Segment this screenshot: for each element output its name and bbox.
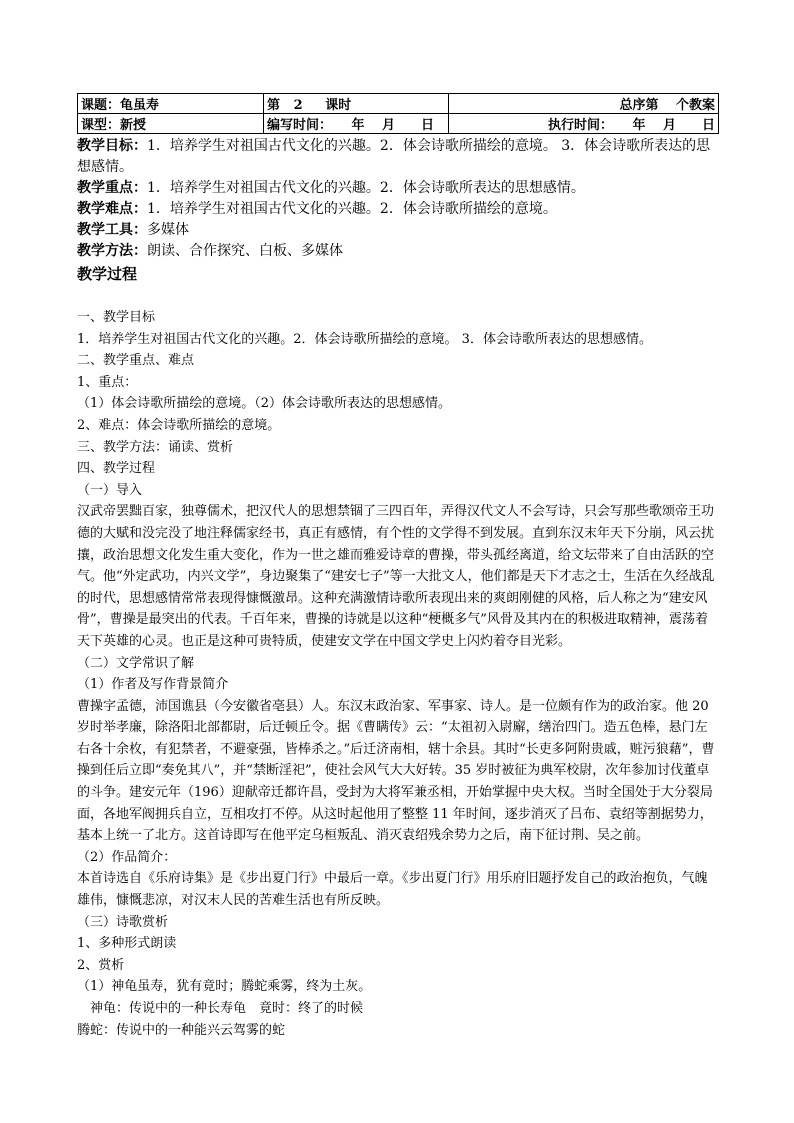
key-label: 教学重点： [77,180,147,196]
header-row-2 [78,114,719,134]
teaching-key-points [77,178,718,199]
teaching-difficulties [77,199,718,220]
subsection-heading: （二）文学常识了解 [77,655,195,671]
paragraph: （1）体会诗歌所描绘的意境。（2）体会诗歌所表达的思想感情。 [77,396,452,412]
paragraph: 2、赏析 [77,957,125,973]
difficulty-text: 1．培养学生对祖国古代文化的兴趣。2．体会诗歌所描绘的意境。 [147,201,557,217]
teaching-methods [77,241,718,262]
methods-text: 朗读、合作探究、白板、多媒体 [147,243,343,259]
section-heading: 一、教学目标 [77,310,156,325]
plan-number-cell: 总序第 个教案 [449,94,719,114]
lesson-body [77,307,718,1041]
section-heading: 三、教学方法：诵读、赏析 [77,439,234,455]
teaching-goals [77,136,718,178]
lesson-number-cell [264,94,449,114]
section-heading: 二、教学重点、难点 [77,353,195,369]
lesson-type-cell: 课型：新授 [78,114,264,134]
lesson-suffix: 课时 [325,98,352,113]
goals-text: 1．培养学生对祖国古代文化的兴趣。2．体会诗歌所描绘的意境。 3．体会诗歌所表达的思想感情。 [77,138,711,175]
exec-time-cell: 执行时间： 年 月 日 [449,114,719,134]
paragraph: 2、难点：体会诗歌所描绘的意境。 [77,417,281,433]
author-paragraph: 曹操字孟德，沛国谯县（今安徽省亳县）人。东汉末政治家、军事家、诗人。是一位颇有作为的政治家。他 20 岁时举孝廉，除洛阳北部都尉，后迁顿丘令。据《曹瞒传》云：“太祖初入尉廨，缮治四门。造五色棒，悬门左右各十余枚，有犯禁者，不避豪强，皆棒杀之。”后迁济南相，辖十余县。其时“长吏多阿附贵戚，赃污狼藉”，曹操到任后立即“奏免其八”，并“禁断淫祀”，使社会风气大大好转。35 岁时被征为典军校尉，次年参加讨伐董卓的斗争。建安元年（196）迎献帝迁都许昌，受封为大将军兼丞相，开始掌握中央大权。当时全国处于大分裂局面，各地军阀拥兵自立，互相攻打不停。从这时起他用了整整 11 年时间，逐步消灭了吕布、袁绍等割据势力，基本上统一了北方。这首诗即写在他平定乌桓叛乱、消灭袁绍残余势力之后，南下征讨荆、吴之前。 [77,698,715,844]
lesson-meta [77,136,718,285]
tools-text: 多媒体 [147,222,189,238]
topic-cell: 课题：龟虽寿 [78,94,264,114]
intro-paragraph: 汉武帝罢黜百家，独尊儒术，把汉代人的思想禁锢了三四百年，弄得汉代文人不会写诗，只会写那些歌颂帝王功德的大赋和没完没了地注释儒家经书，真正有感情，有个性的文学得不到发展。直到东汉末年天下分崩，风云扰攘，政治思想文化发生重大变化，作为一世之雄而雅爱诗章的曹操，带头孤经离道，给文坛带来了自由活跃的空气。他“外定武功，内兴文学”，身边聚集了“建安七子”等一大批文人，他们都是天下才志之士，生活在久经战乱的时代，思想感情常常表现得慷慨激昂。这种充满激情诗歌所表现出来的爽朗刚健的风格，后人称之为“建安风骨”，曹操是最突出的代表。千百年来，曹操的诗就是以这种“梗概多气”风骨及其内在的积极进取精神，震荡着天下英雄的心灵。也正是这种可贵特质，使建安文学在中国文学史上闪灼着夺目光彩。 [77,504,715,649]
section-heading: 四、教学过程 [77,461,156,477]
annotation-line: 腾蛇：传说中的一种能兴云驾雾的蛇 [77,1022,286,1038]
goals-label: 教学目标： [77,138,147,154]
subsection-heading: （一）导入 [77,482,143,498]
annotation-line: 神龟：传说中的一种长寿龟 竟时：终了的时候 [77,1001,364,1016]
paragraph: 1、重点： [77,374,138,390]
work-paragraph: 本首诗选自《乐府诗集》是《步出夏门行》中最后一章。《步出夏门行》用乐府旧题抒发自己的政治抱负，气魄雄伟，慷慨悲凉，对汉末人民的苦难生活也有所反映。 [77,871,708,909]
tools-label: 教学工具： [77,222,147,238]
teaching-tools [77,220,718,241]
process-title: 教学过程 [77,265,138,283]
subsection-heading: （三）诗歌赏析 [77,914,169,930]
write-time-cell: 编写时间： 年 月 日 [264,114,449,134]
lesson-header-table [77,93,719,134]
paragraph: 1、多种形式朗读 [77,936,177,952]
lesson-plan-page [77,93,718,1041]
methods-label: 教学方法： [77,243,147,259]
difficulty-label: 教学难点： [77,201,147,217]
paragraph: 1．培养学生对祖国古代文化的兴趣。2．体会诗歌所描绘的意境。 3．体会诗歌所表达的思想感情。 [77,331,652,347]
poem-line: （1）神龟虽寿，犹有竟时；腾蛇乘雾，终为土灰。 [77,979,372,995]
paragraph: （1）作者及写作背景简介 [77,677,229,693]
key-text: 1．培养学生对祖国古代文化的兴趣。2．体会诗歌所表达的思想感情。 [147,180,585,196]
lesson-number: 2 [293,98,303,113]
header-row-1 [78,94,719,114]
lesson-prefix: 第 [267,98,281,113]
paragraph: （2）作品简介： [77,849,177,865]
